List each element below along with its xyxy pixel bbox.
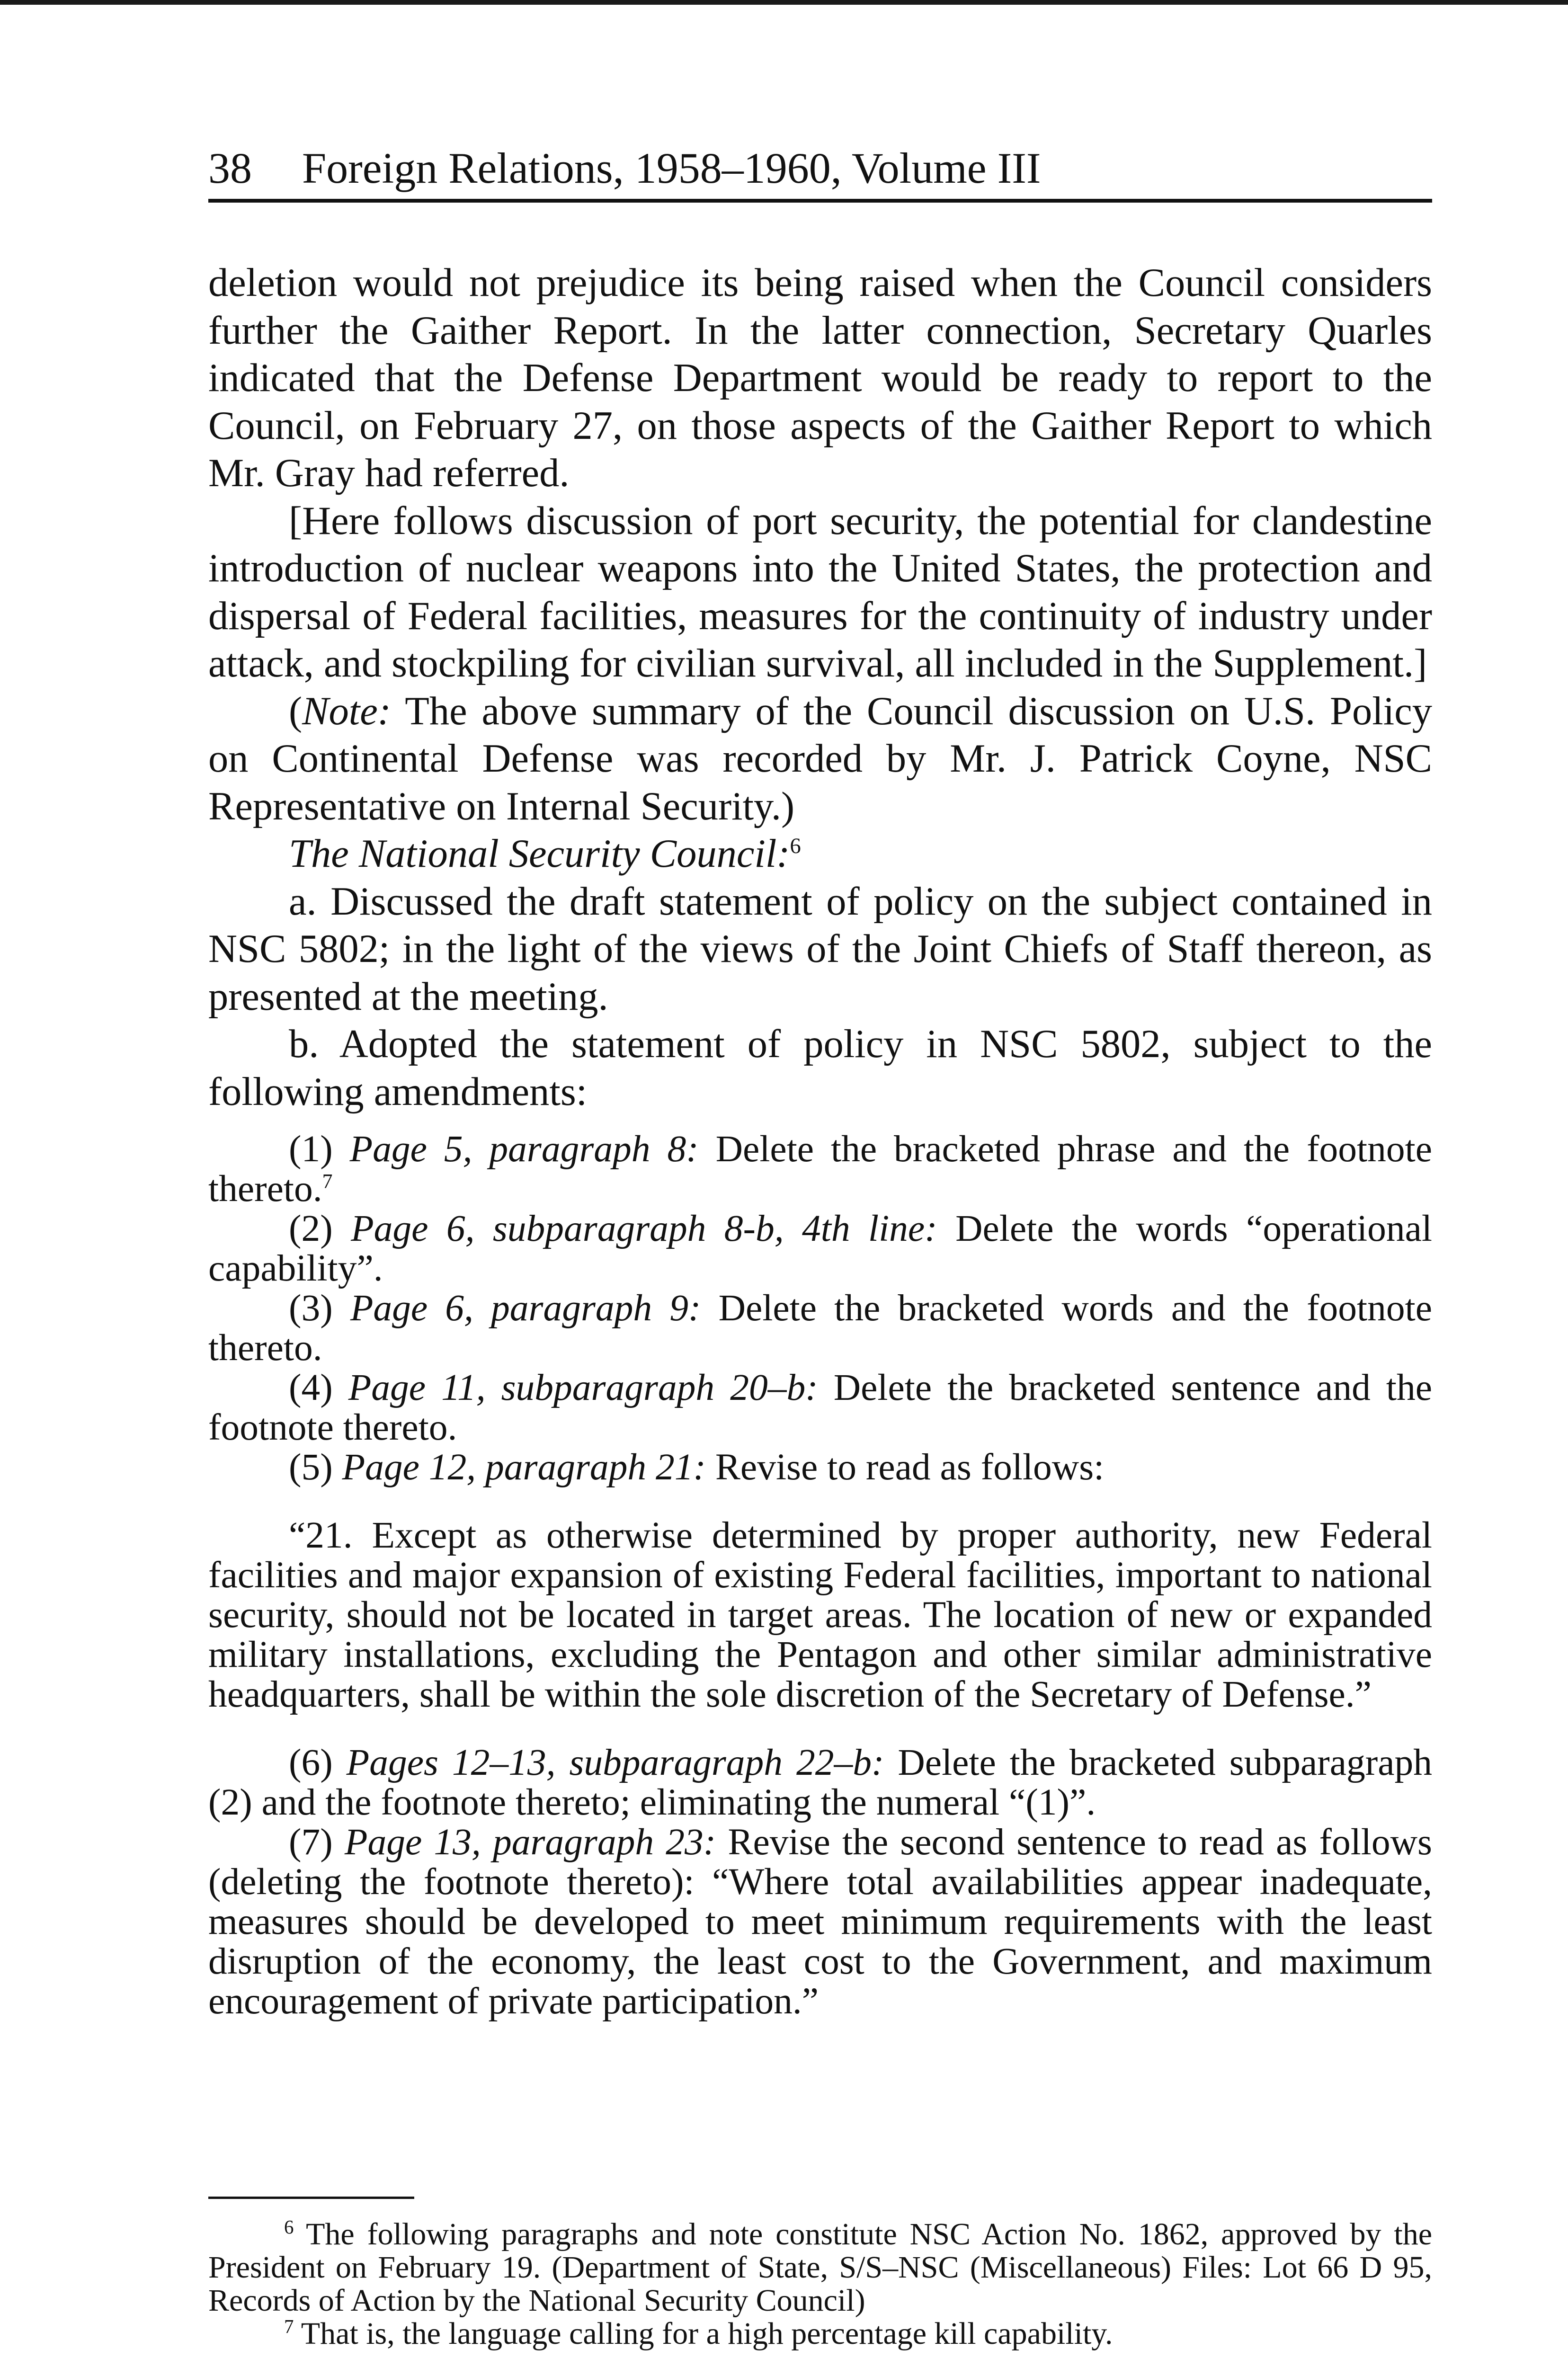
amendment-text: Delete the bracketed sentence and the footnote thereto. bbox=[208, 1367, 1432, 1448]
amendment-num: (5) bbox=[289, 1446, 342, 1488]
amendment-num: (6) bbox=[289, 1742, 347, 1783]
footnote-number: 7 bbox=[284, 2316, 294, 2337]
footnote-6 bbox=[208, 2218, 1432, 2317]
amendment-3 bbox=[208, 1288, 1432, 1368]
amendment-ref: Pages 12–13, subparagraph 22–b: bbox=[346, 1742, 884, 1783]
footnote-7 bbox=[208, 2317, 1432, 2350]
main-text bbox=[208, 259, 1432, 2021]
page-top-edge bbox=[0, 0, 1568, 5]
amendment-num: (1) bbox=[289, 1128, 350, 1170]
amendment-5 bbox=[208, 1447, 1432, 1487]
amendment-7 bbox=[208, 1822, 1432, 2021]
footnote-divider bbox=[208, 2197, 414, 2199]
amendment-num: (3) bbox=[289, 1287, 350, 1329]
nsc-heading bbox=[208, 830, 1432, 878]
amendment-text: Revise to read as follows: bbox=[706, 1446, 1105, 1488]
page-number: 38 bbox=[208, 144, 252, 192]
nsc-heading-text: The National Security Council: bbox=[289, 832, 790, 876]
amendment-text: Delete the words “operational capability”. bbox=[208, 1208, 1432, 1289]
page-header bbox=[208, 142, 1432, 203]
footnote-number: 6 bbox=[284, 2216, 294, 2238]
amendment-2 bbox=[208, 1209, 1432, 1288]
amendment-6 bbox=[208, 1743, 1432, 1822]
footnote-text: The following paragraphs and note constitute NSC Action No. 1862, approved by the President on February 19. (Department of State, S/S–NSC (Miscellaneous) Files: Lot 66 D 95, Records of Action by the National Security Council) bbox=[208, 2217, 1432, 2318]
quoted-paragraph-21: “21. Except as otherwise determined by proper authority, new Federal facilities and major expansion of existing Federal facilities, important to national security, should not be located in target areas. The location of new or expanded military installations, excluding the Pentagon and other similar administrative headquarters, shall be within the sole discretion of the Secretary of Defense.” bbox=[208, 1514, 1432, 1715]
amendment-text: Delete the bracketed words and the footnote thereto. bbox=[208, 1287, 1432, 1369]
footnote-ref-7: 7 bbox=[322, 1170, 333, 1193]
paragraph-continuation: deletion would not prejudice its being raised when the Council considers further the Gaither Report. In the latter connection, Secretary Quarles indicated that the Defense Department would be ready to report to the Council, on February 27, on those aspects of the Gaither Report to which Mr. Gray had referred. bbox=[208, 261, 1432, 495]
amendment-4 bbox=[208, 1368, 1432, 1447]
amendment-ref: Page 5, paragraph 8: bbox=[349, 1128, 699, 1170]
amendment-num: (2) bbox=[289, 1208, 351, 1249]
note-open-paren: ( bbox=[289, 689, 303, 733]
amendment-ref: Page 11, subparagraph 20–b: bbox=[348, 1367, 818, 1408]
note-label: Note: bbox=[302, 689, 391, 733]
note-text: The above summary of the Council discussion on U.S. Policy on Continental Defense was recorded by Mr. J. Patrick Coyne, NSC Representative on Internal Security.) bbox=[208, 689, 1432, 828]
amendment-1 bbox=[208, 1129, 1432, 1209]
amendment-ref: Page 6, subparagraph 8-b, 4th line: bbox=[351, 1208, 937, 1249]
amendment-ref: Page 13, paragraph 23: bbox=[344, 1821, 716, 1863]
running-title: Foreign Relations, 1958–1960, Volume III bbox=[302, 144, 1041, 192]
action-item-a: a. Discussed the draft statement of policy on the subject contained in NSC 5802; in the light of the views of the Joint Chiefs of Staff thereon, as presented at the meeting. bbox=[208, 879, 1432, 1019]
amendment-text: Revise the second sentence to read as follows (deleting the footnote thereto): “Where total availabilities appear inadequate, measures should be developed to meet minimum requirements with the least disruption of the economy, the least cost to the Government, and maximum encouragement of private participation.” bbox=[208, 1821, 1432, 2022]
footnote-text: That is, the language calling for a high percentage kill capability. bbox=[294, 2316, 1113, 2351]
amendment-num: (4) bbox=[289, 1367, 348, 1408]
action-item-b: b. Adopted the statement of policy in NSC 5802, subject to the following amendments: bbox=[208, 1022, 1432, 1114]
amendment-ref: Page 12, paragraph 21: bbox=[342, 1446, 706, 1488]
amendment-ref: Page 6, paragraph 9: bbox=[350, 1287, 701, 1329]
footnotes bbox=[208, 2218, 1432, 2350]
amendment-text: Delete the bracketed phrase and the footnote thereto. bbox=[208, 1128, 1433, 1210]
paragraph-editorial-note: [Here follows discussion of port security, the potential for clandestine introduction of nuclear weapons into the United States, the protection and dispersal of Federal facilities, measures for the continuity of industry under attack, and stockpiling for civilian survival, all included in the Supplement.] bbox=[208, 498, 1432, 685]
amendment-text: Delete the bracketed subparagraph (2) and the footnote thereto; eliminating the numeral “(1)”. bbox=[208, 1742, 1433, 1823]
paragraph-summary-note bbox=[208, 688, 1432, 831]
amendment-num: (7) bbox=[289, 1821, 345, 1863]
amendments-list-1 bbox=[208, 1129, 1432, 2021]
footnote-ref-6: 6 bbox=[790, 834, 801, 858]
